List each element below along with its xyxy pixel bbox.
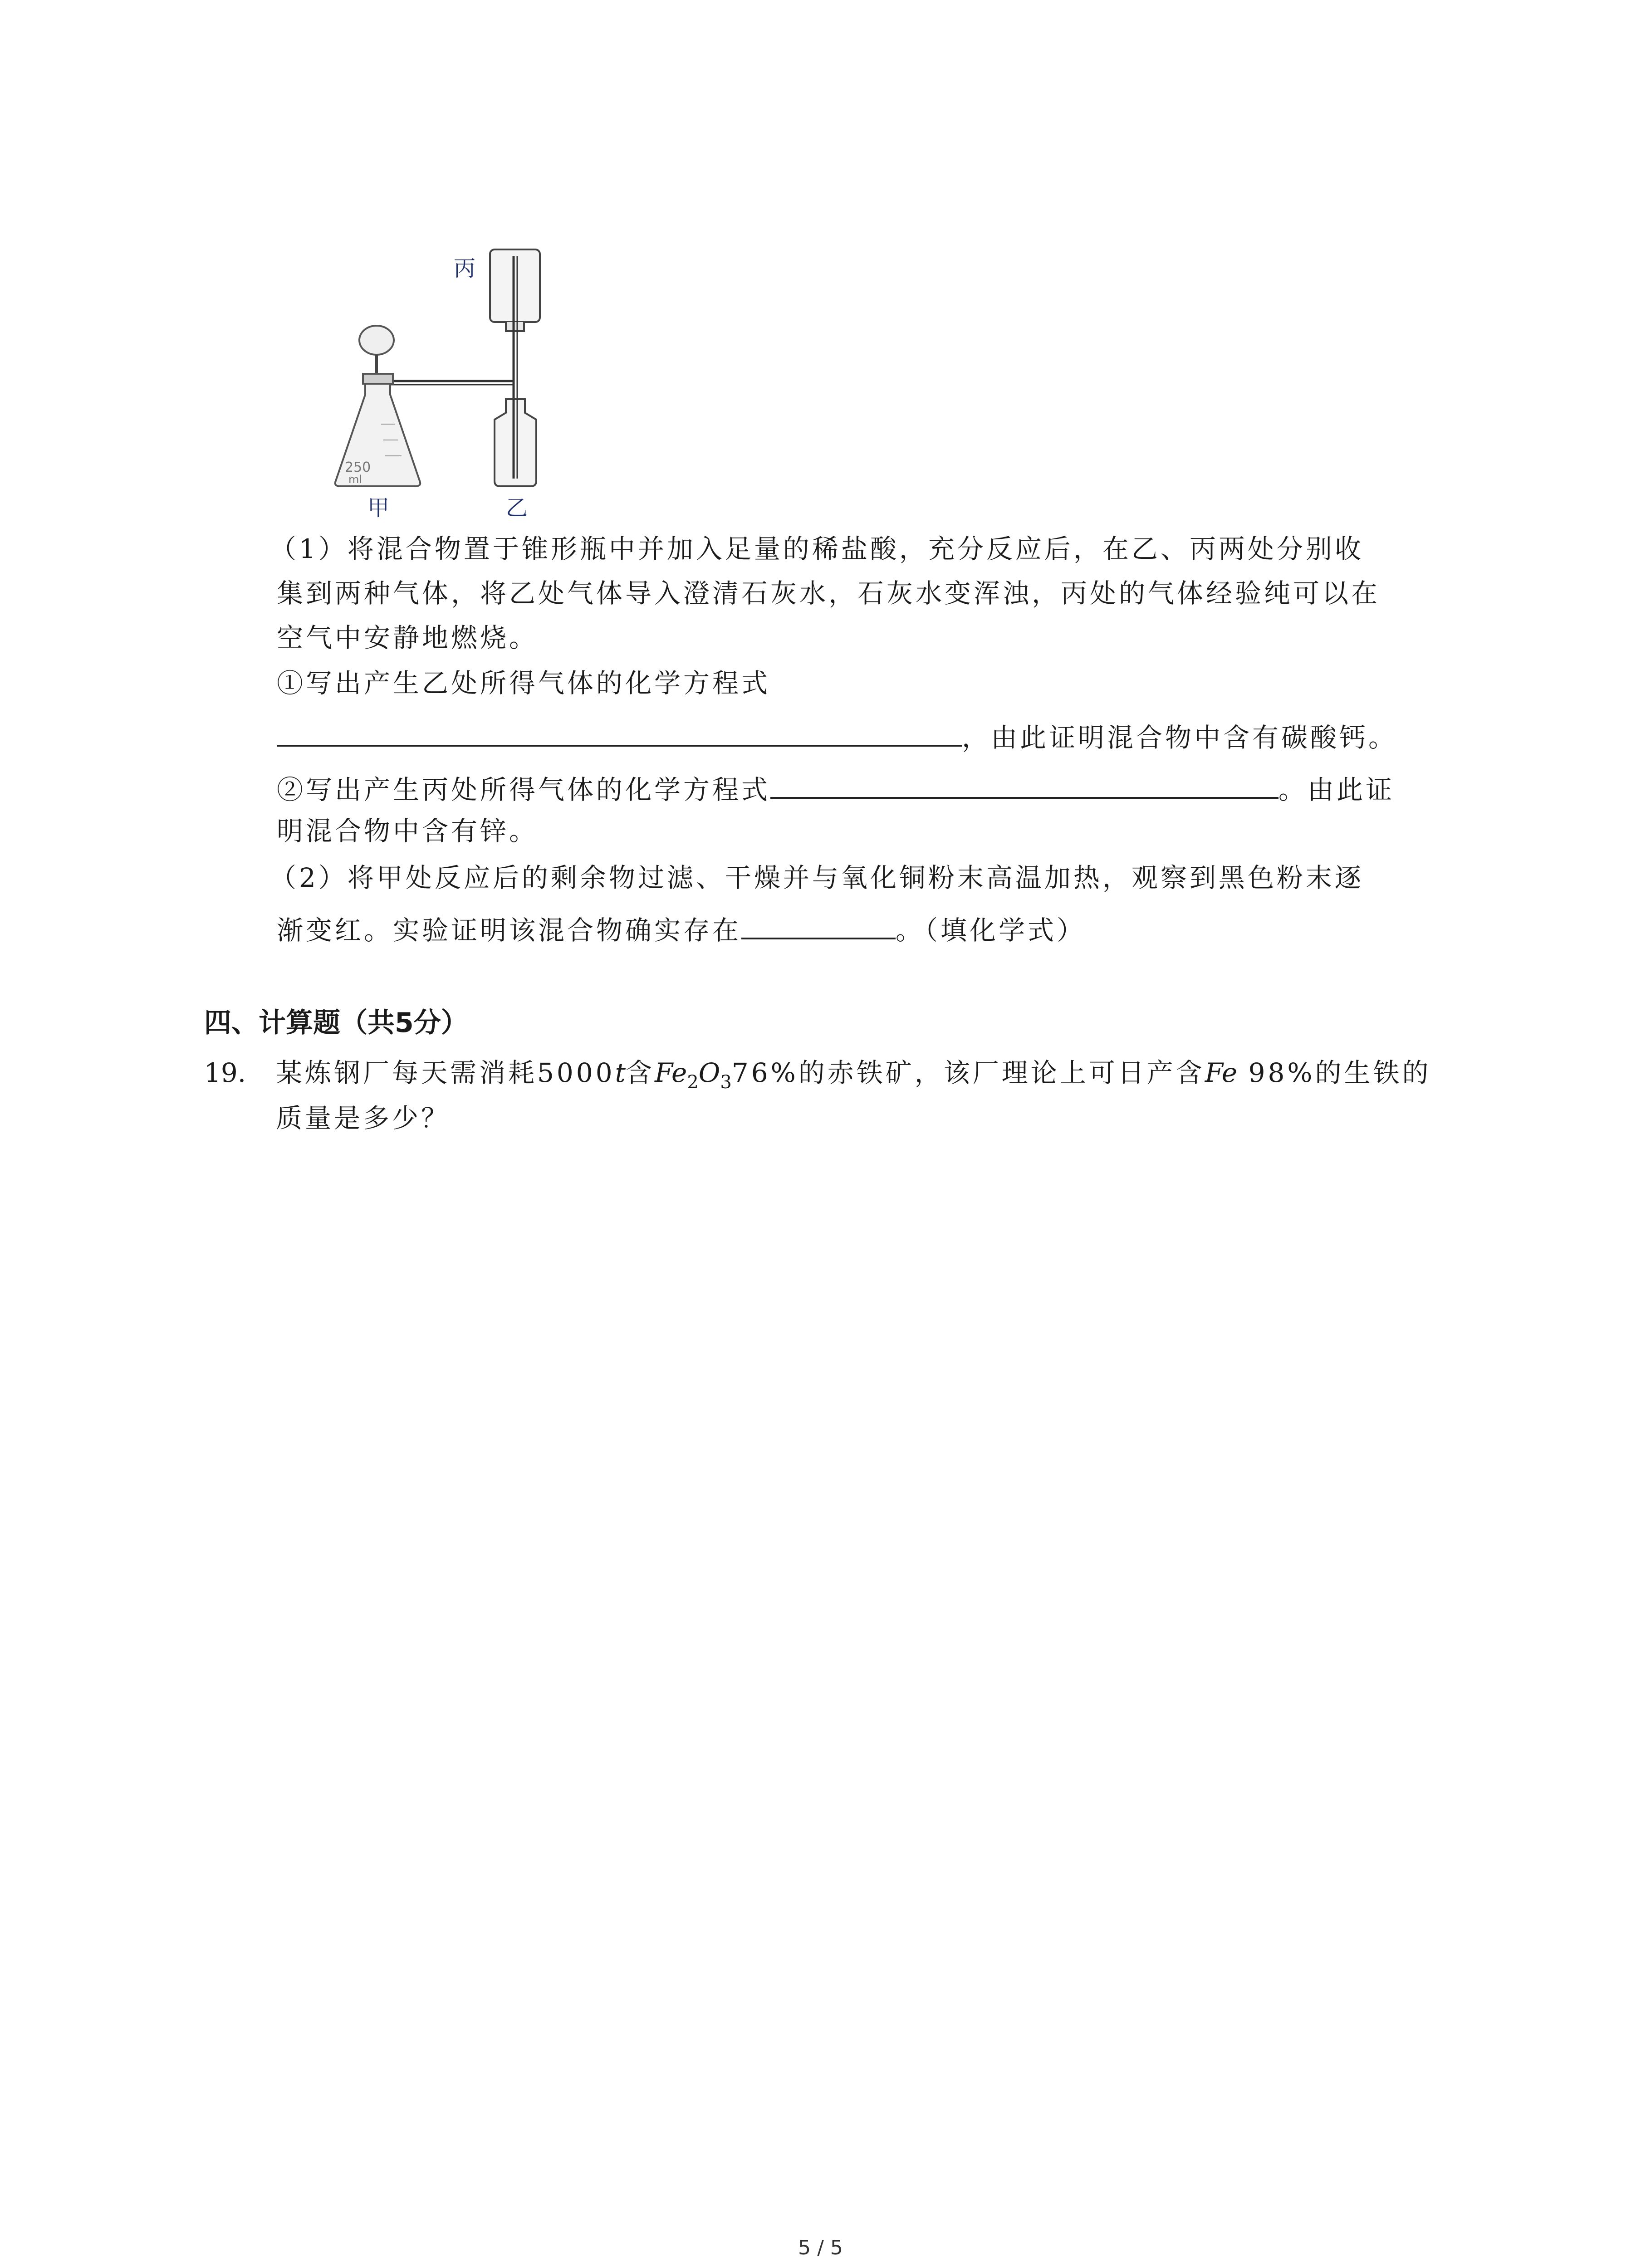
q19-formula-fe2: Fe bbox=[1205, 1057, 1238, 1088]
q19-text-3: 76%的赤铁矿，该厂理论上可日产含 bbox=[731, 1057, 1205, 1088]
q19-unit-t: t bbox=[615, 1057, 626, 1088]
q19-line2: 质量是多少？ bbox=[276, 1103, 451, 1134]
q19-line1 bbox=[204, 1055, 1431, 1100]
apparatus-diagram bbox=[327, 245, 599, 526]
q19-text-1: 某炼钢厂每天需消耗5000 bbox=[276, 1057, 615, 1088]
q19-formula-sub2: 2 bbox=[687, 1072, 699, 1093]
q19-formula-fe: Fe bbox=[654, 1057, 687, 1088]
q18-sub1-answer-line bbox=[277, 717, 1397, 756]
answer-blank-3[interactable] bbox=[741, 909, 896, 939]
q18-sub1-prompt: ①写出产生乙处所得气体的化学方程式 bbox=[277, 668, 771, 699]
q18-sub2-line2: 明混合物中含有锌。 bbox=[277, 816, 539, 846]
lower-bottle bbox=[495, 399, 536, 486]
q18-sub1-tail: ，由此证明混合物中含有碳酸钙。 bbox=[962, 722, 1398, 753]
q19-text-4: 98%的生铁的 bbox=[1237, 1057, 1431, 1088]
q19-text-2: 含 bbox=[625, 1057, 655, 1088]
label-jia: 甲 bbox=[367, 495, 390, 521]
q19-formula-sub3: 3 bbox=[720, 1072, 732, 1093]
q18-sub2-line bbox=[277, 769, 1395, 808]
section-4-title: 四、计算题（共5分） bbox=[204, 1007, 468, 1039]
q18-part2-line1: （2）将甲处反应后的剩余物过滤、干燥并与氧化铜粉末高温加热，观察到黑色粉末逐 bbox=[270, 862, 1364, 893]
q18-sub2-prompt: ②写出产生丙处所得气体的化学方程式 bbox=[277, 774, 771, 805]
q18-sub2-tail: 。由此证 bbox=[1279, 774, 1395, 805]
answer-blank-2[interactable] bbox=[770, 769, 1279, 799]
q18-part2-line2 bbox=[277, 909, 1086, 948]
q19-formula-o: O bbox=[698, 1057, 720, 1088]
q18-part1-line3: 空气中安静地燃烧。 bbox=[277, 622, 539, 653]
q18-part2-line2-post: 。（填化学式） bbox=[896, 915, 1086, 946]
answer-blank-1[interactable] bbox=[277, 717, 962, 747]
page-number: 5 / 5 bbox=[798, 2236, 843, 2259]
q18-part1-line2: 集到两种气体，将乙处气体导入澄清石灰水，石灰水变浑浊，丙处的气体经验纯可以在 bbox=[277, 578, 1381, 609]
flask-mark-250: 250 bbox=[345, 459, 371, 475]
q19-number: 19. bbox=[204, 1057, 246, 1088]
q18-part1-line1: （1）将混合物置于锥形瓶中并加入足量的稀盐酸，充分反应后，在乙、丙两处分别收 bbox=[270, 533, 1364, 564]
flask-mark-ml: ml bbox=[348, 473, 362, 486]
q18-part2-line2-pre: 渐变红。实验证明该混合物确实存在 bbox=[277, 915, 742, 946]
label-bing: 丙 bbox=[454, 256, 476, 281]
upper-bottle bbox=[490, 249, 540, 331]
label-yi: 乙 bbox=[506, 495, 528, 521]
